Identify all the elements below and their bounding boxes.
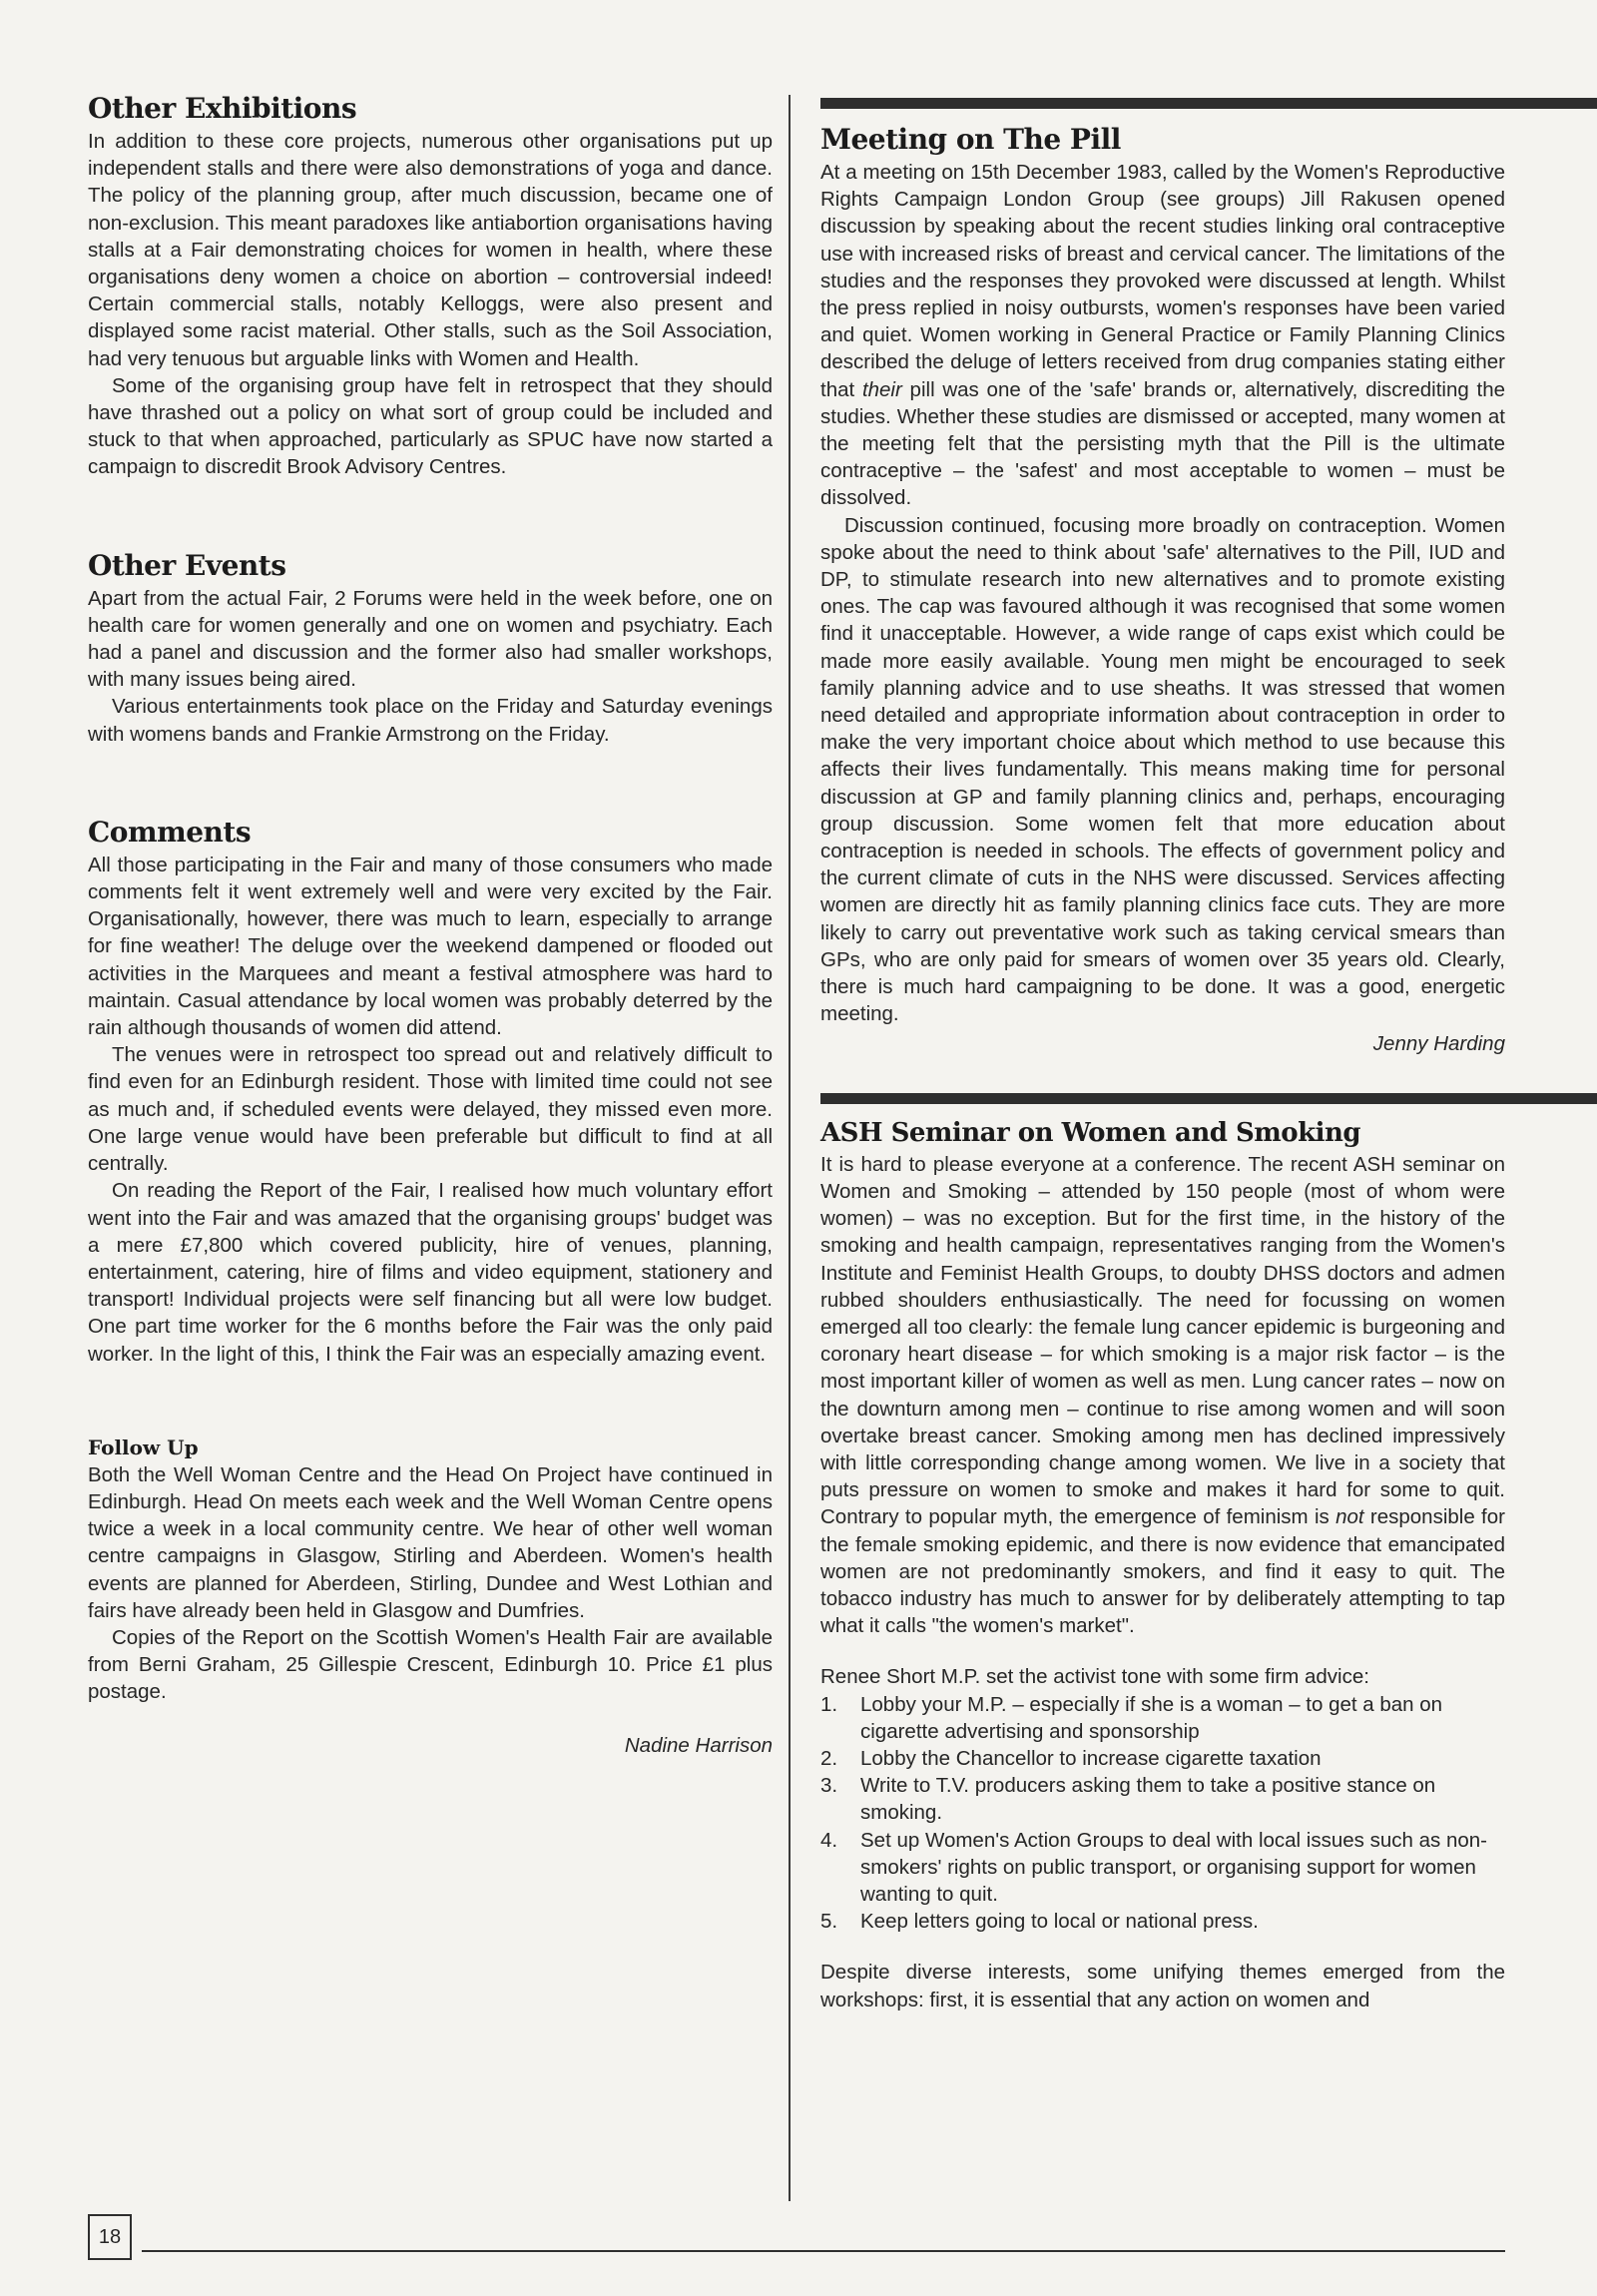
ash-paragraph-2: Renee Short M.P. set the activist tone with some firm advice: <box>820 1665 1369 1689</box>
meeting-author: Jenny Harding <box>1372 1031 1505 1055</box>
follow-up-paragraph-2: Copies of the Report on the Scottish Women's Health Fair are available from Berni Graham, 25 Gillespie Crescent, Edinburgh 10. Price £1 plus postage. <box>88 1625 773 1704</box>
other-exhibitions-section <box>88 92 773 481</box>
other-events-paragraph-2: Various entertainments took place on the Friday and Saturday evenings with womens bands and Frankie Armstrong on the Friday. <box>88 695 773 746</box>
other-events-paragraph-1: Apart from the actual Fair, 2 Forums were held in the week before, one on health care for women generally and one on women and psychiatry. Each had a panel and discussion and the former also had smaller workshops, with many issues being aired. <box>88 586 773 692</box>
section-rule <box>820 1093 1597 1104</box>
other-exhibitions-paragraph-2: Some of the organising group have felt in retrospect that they should have thrashed out a policy on what sort of group could be included and stuck to that when approached, particularly as SPUC have now started a campaign to discredit Brook Advisory Centres. <box>88 373 773 479</box>
list-item: 5. Keep letters going to local or national press. <box>820 1910 1259 1934</box>
list-item: 1. Lobby your M.P. – especially if she is a woman – to get a ban on cigarette advertising and sponsorship <box>820 1692 1443 1743</box>
comments-heading: Comments <box>88 815 252 849</box>
comments-section <box>88 816 773 1368</box>
comments-paragraph-3: On reading the Report of the Fair, I realised how much voluntary effort went into the Fair and was amazed that the organising groups' budget was a mere £7,800 which covered publicity, hire of venues, planning, entertainment, catering, hire of films and video equipment, stationery and transport! Individual projects were self financing but all were low budget. One part time worker for the 6 months before the Fair was the only paid worker. In the light of this, I think the Fair was an especially amazing event. <box>88 1179 773 1366</box>
section-rule <box>820 98 1597 109</box>
meeting-paragraph-2: Discussion continued, focusing more broadly on contraception. Women spoke about the need to think about 'safe' alternatives to the Pill, IUD and DP, to stimulate research into new alternatives and to promote existing ones. The cap was favoured although it was recognised that some women find it unacceptable. However, a wide range of caps exist which could be made more easily available. Young men might be encouraged to seek family planning advice and to use sheaths. It was stressed that women need detailed and appropriate information about contraception in order to make the very important choice about which method to use because this affects their lives fundamentally. This means making time for personal discussion at GP and family planning clinics and, perhaps, encouraging group discussion. Some women felt that more education about contraception is needed in schools. The effects of government policy and the current climate of cuts in the NHS were discussed. Services affecting women are directly hit as family planning clinics face cuts. They are more likely to carry out preventative work such as taking cervical smears than GPs, who are only paid for smears of women over 35 years old. Clearly, there is much hard campaigning to be done. It was a good, energetic meeting. <box>820 513 1505 1026</box>
meeting-paragraph-1: At a meeting on 15th December 1983, called by the Women's Reproductive Rights Campaign London Group (see groups) Jill Rakusen opened discussion by speaking about the recent studies linking oral contraceptive use with increased risks of breast and cervical cancer. The limitations of the studies and the responses they provoked were discussed at length. Whilst the press replied in noisy outbursts, women's responses have been varied and quiet. Women working in General Practice or Family Planning Clinics described the deluge of letters received from drug companies stating either that their pill was one of the 'safe' brands or, alternatively, discrediting the studies. Whether these studies are dismissed or accepted, many women at the meeting felt that the persisting myth that the Pill is the ultimate contraceptive – the 'safest' and most acceptable to women – must be dissolved. <box>820 161 1505 510</box>
list-item: 3. Write to T.V. producers asking them to take a positive stance on smoking. <box>820 1774 1436 1825</box>
follow-up-paragraph-1: Both the Well Woman Centre and the Head On Project have continued in Edinburgh. Head On meets each week and the Well Woman Centre opens twice a week in a local community centre. We hear of other well woman centre campaigns in Glasgow, Stirling and Aberdeen. Women's health events are planned for Aberdeen, Stirling, Dundee and West Lothian and fairs have already been held in Glasgow and Dumfries. <box>88 1462 773 1622</box>
other-events-section <box>88 549 773 748</box>
follow-up-author: Nadine Harrison <box>624 1733 773 1757</box>
list-item: 4. Set up Women's Action Groups to deal with local issues such as non-smokers' rights on public transport, or organising support for women wanting to quit. <box>820 1828 1487 1906</box>
footer-rule <box>142 2250 1505 2252</box>
column-divider <box>789 95 791 2201</box>
advice-list <box>820 1691 1505 1936</box>
comments-paragraph-1: All those participating in the Fair and many of those consumers who made comments felt it went extremely well and were very excited by the Fair. Organisationally, however, there was much to learn, especially to arrange for fine weather! The deluge over the weekend dampened or flooded out activities in the Marquees and meant a festival atmosphere was hard to maintain. Casual attendance by local women was probably deterred by the rain although thousands of women did attend. <box>88 853 773 1040</box>
meeting-section <box>820 123 1505 1057</box>
page-number: 18 <box>88 2214 132 2260</box>
other-events-heading: Other Events <box>88 548 286 582</box>
follow-up-section <box>88 1435 773 1759</box>
ash-heading: ASH Seminar on Women and Smoking <box>820 1117 1361 1148</box>
other-exhibitions-paragraph-1: In addition to these core projects, numerous other organisations put up independent stalls and there were also demonstrations of yoga and dance. The policy of the planning group, after much discussion, became one of non-exclusion. This meant paradoxes like antiabortion organisations having stalls at a Fair demonstrating choices for women in health, where these organisations deny women a choice on abortion – controversial indeed! Certain commercial stalls, notably Kelloggs, were also present and displayed some racist material. Other stalls, such as the Soil Association, had very tenuous but arguable links with Women and Health. <box>88 130 773 370</box>
comments-paragraph-2: The venues were in retrospect too spread out and relatively difficult to find even for an Edinburgh resident. Those with limited time could not see as much and, if scheduled events were delayed, they missed even more. One large venue would have been preferable but difficult to find at all centrally. <box>88 1043 773 1176</box>
right-column <box>820 90 1505 2013</box>
ash-paragraph-3: Despite diverse interests, some unifying themes emerged from the workshops: first, it is essential that any action on women and <box>820 1961 1505 2011</box>
other-exhibitions-heading: Other Exhibitions <box>88 92 357 125</box>
ash-paragraph-1: It is hard to please everyone at a conference. The recent ASH seminar on Women and Smoking – attended by 150 people (most of whom were women) – was no exception. But for the first time, in the history of the smoking and health campaign, representatives ranging from the Women's Institute and Feminist Health Groups, to doubty DHSS doctors and admen rubbed shoulders enthusiastically. The need for focussing on women emerged all too clearly: the female lung cancer epidemic is burgeoning and coronary heart disease – for which smoking is a major risk factor – is the most important killer of women as well as men. Lung cancer rates – now on the downturn among men – continue to rise among women and will soon overtake breast cancer. Smoking among men has declined impressively with little corresponding change among women. We live in a society that puts pressure on women to smoke and makes it hard for some to quit. Contrary to popular myth, the emergence of feminism is not responsible for the female smoking epidemic, and there is now evidence that emancipated women are not predominantly smokers, and find it easy to quit. The tobacco industry has much to answer for by deliberately attempting to tap what it calls "the women's market". <box>820 1152 1505 1638</box>
ash-section <box>820 1118 1505 2013</box>
meeting-heading: Meeting on The Pill <box>820 123 1121 156</box>
follow-up-heading: Follow Up <box>88 1435 199 1459</box>
list-item: 2. Lobby the Chancellor to increase cigarette taxation <box>820 1746 1322 1770</box>
left-column <box>88 92 773 1759</box>
